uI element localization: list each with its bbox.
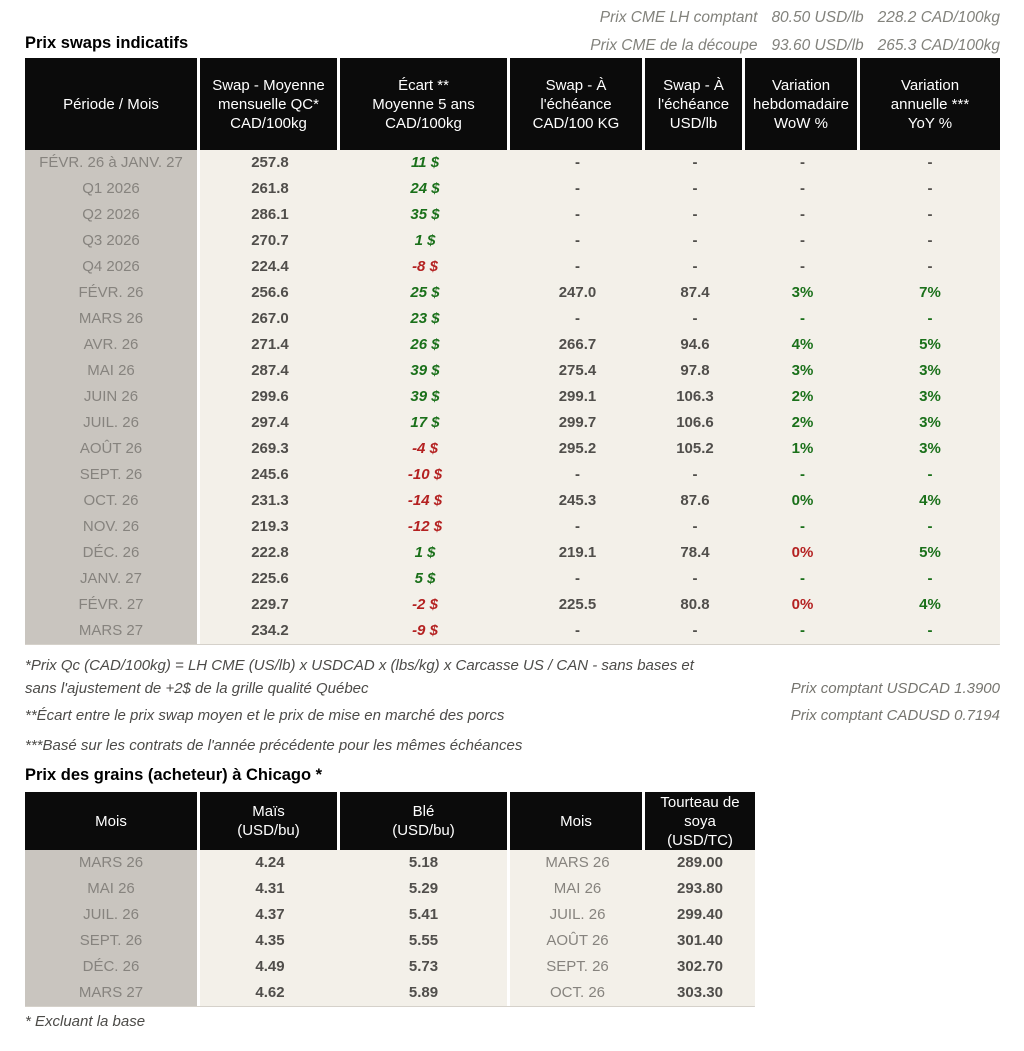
column-header-line: Variation — [771, 76, 831, 94]
swaps-table — [25, 58, 1000, 645]
grains-table-body — [25, 850, 755, 1007]
yoy-variation-cell: - — [860, 254, 1000, 280]
column-header-line: Swap - Moyenne — [212, 76, 325, 94]
wow-variation-cell: - — [745, 566, 860, 592]
swap-monthly-avg-cell: 269.3 — [200, 436, 340, 462]
swap-expiry-usd-cell: 80.8 — [645, 592, 745, 618]
grains-table-row — [25, 980, 754, 1006]
soymeal-price-cell: 289.00 — [645, 850, 755, 876]
swaps-table-row — [25, 592, 999, 618]
period-cell: FÉVR. 27 — [25, 592, 200, 618]
column-header-line: Swap - À — [663, 76, 724, 94]
swap-expiry-cad-cell: - — [510, 618, 645, 644]
column-header-line: Mois — [560, 812, 592, 830]
swap-expiry-cad-cell: 295.2 — [510, 436, 645, 462]
swap-monthly-avg-cell: 287.4 — [200, 358, 340, 384]
period-cell: FÉVR. 26 à JANV. 27 — [25, 150, 200, 176]
footnote-1-line-2-text: sans l'ajustement de +2$ de la grille qualité Québec — [25, 680, 369, 697]
swap-expiry-usd-cell: - — [645, 254, 745, 280]
cme-cutout-usd: 93.60 USD/lb — [771, 37, 864, 54]
swap-expiry-cad-cell: - — [510, 254, 645, 280]
swap-expiry-usd-cell: - — [645, 306, 745, 332]
ecart-cell: 1 $ — [340, 228, 510, 254]
ecart-cell: 26 $ — [340, 332, 510, 358]
swap-expiry-cad-cell: - — [510, 566, 645, 592]
yoy-variation-cell: - — [860, 228, 1000, 254]
column-header-cell — [645, 58, 745, 150]
grains-table-row — [25, 876, 754, 902]
spot-cadusd: Prix comptant CADUSD 0.7194 — [790, 707, 1000, 724]
wow-variation-cell: 3% — [745, 358, 860, 384]
swap-expiry-usd-cell: - — [645, 150, 745, 176]
swaps-table-row — [25, 462, 999, 488]
column-header-cell — [25, 58, 200, 150]
swaps-table-header — [25, 58, 1000, 150]
cme-cutout-label: Prix CME de la découpe — [590, 37, 758, 54]
wow-variation-cell: - — [745, 228, 860, 254]
swap-expiry-cad-cell: - — [510, 306, 645, 332]
soy-month-cell: MAI 26 — [510, 876, 645, 902]
column-header-line: mensuelle QC* — [218, 95, 319, 113]
yoy-variation-cell: 7% — [860, 280, 1000, 306]
swaps-table-row — [25, 436, 999, 462]
period-cell: Q2 2026 — [25, 202, 200, 228]
period-cell: FÉVR. 26 — [25, 280, 200, 306]
period-cell: AVR. 26 — [25, 332, 200, 358]
grains-table-row — [25, 954, 754, 980]
swap-expiry-usd-cell: - — [645, 462, 745, 488]
ecart-cell: 5 $ — [340, 566, 510, 592]
swap-monthly-avg-cell: 271.4 — [200, 332, 340, 358]
footnote-3-line — [25, 734, 1000, 757]
soy-month-cell: SEPT. 26 — [510, 954, 645, 980]
swaps-table-row — [25, 176, 999, 202]
wow-variation-cell: - — [745, 176, 860, 202]
grains-footnote: * Excluant la base — [25, 1013, 146, 1030]
column-header-line: WoW % — [774, 114, 828, 132]
wow-variation-cell: 0% — [745, 592, 860, 618]
ecart-cell: 24 $ — [340, 176, 510, 202]
ecart-cell: 39 $ — [340, 358, 510, 384]
month-cell: DÉC. 26 — [25, 954, 200, 980]
swap-expiry-cad-cell: 275.4 — [510, 358, 645, 384]
swap-monthly-avg-cell: 267.0 — [200, 306, 340, 332]
period-cell: MARS 26 — [25, 306, 200, 332]
period-cell: OCT. 26 — [25, 488, 200, 514]
cme-cutout-spot-line — [590, 37, 1000, 55]
column-header-line: CAD/100kg — [230, 114, 307, 132]
column-header-cell — [200, 792, 340, 850]
period-cell: Q3 2026 — [25, 228, 200, 254]
period-cell: AOÛT 26 — [25, 436, 200, 462]
period-cell: JANV. 27 — [25, 566, 200, 592]
footnote-1-line-1 — [25, 654, 1000, 677]
swap-monthly-avg-cell: 231.3 — [200, 488, 340, 514]
wow-variation-cell: 4% — [745, 332, 860, 358]
swaps-table-row — [25, 228, 999, 254]
ecart-cell: -2 $ — [340, 592, 510, 618]
swap-expiry-usd-cell: - — [645, 618, 745, 644]
period-cell: Q1 2026 — [25, 176, 200, 202]
month-cell: MARS 26 — [25, 850, 200, 876]
wow-variation-cell: - — [745, 150, 860, 176]
swap-expiry-usd-cell: - — [645, 566, 745, 592]
cme-lh-spot-line — [600, 9, 1000, 27]
column-header-line: hebdomadaire — [753, 95, 849, 113]
period-cell: MAI 26 — [25, 358, 200, 384]
swap-expiry-cad-cell: - — [510, 176, 645, 202]
swaps-table-row — [25, 332, 999, 358]
yoy-variation-cell: 5% — [860, 540, 1000, 566]
soy-month-cell: JUIL. 26 — [510, 902, 645, 928]
corn-price-cell: 4.35 — [200, 928, 340, 954]
yoy-variation-cell: - — [860, 514, 1000, 540]
grains-table-header — [25, 792, 755, 850]
soymeal-price-cell: 302.70 — [645, 954, 755, 980]
period-cell: NOV. 26 — [25, 514, 200, 540]
column-header-line: YoY % — [907, 114, 953, 132]
wow-variation-cell: - — [745, 462, 860, 488]
ecart-cell: -14 $ — [340, 488, 510, 514]
yoy-variation-cell: - — [860, 618, 1000, 644]
month-cell: MARS 27 — [25, 980, 200, 1006]
wheat-price-cell: 5.89 — [340, 980, 510, 1006]
swap-monthly-avg-cell: 245.6 — [200, 462, 340, 488]
column-header-line: (USD/bu) — [237, 822, 300, 839]
swaps-table-row — [25, 410, 999, 436]
swap-expiry-usd-cell: 105.2 — [645, 436, 745, 462]
wow-variation-cell: - — [745, 202, 860, 228]
ecart-cell: -10 $ — [340, 462, 510, 488]
column-header-cell — [200, 58, 340, 150]
swap-expiry-usd-cell: - — [645, 514, 745, 540]
column-header-line: Écart ** — [398, 76, 449, 94]
column-header-cell — [510, 792, 645, 850]
swap-expiry-usd-cell: 97.8 — [645, 358, 745, 384]
column-header-line: Blé — [412, 803, 435, 820]
wow-variation-cell: 2% — [745, 410, 860, 436]
soymeal-price-cell: 293.80 — [645, 876, 755, 902]
month-cell: SEPT. 26 — [25, 928, 200, 954]
ecart-cell: -12 $ — [340, 514, 510, 540]
swap-monthly-avg-cell: 270.7 — [200, 228, 340, 254]
swap-monthly-avg-cell: 229.7 — [200, 592, 340, 618]
column-header-line: l'échéance — [657, 95, 730, 113]
period-cell: DÉC. 26 — [25, 540, 200, 566]
swaps-table-row — [25, 488, 999, 514]
column-header-line: soya — [684, 812, 716, 830]
yoy-variation-cell: 5% — [860, 332, 1000, 358]
swaps-table-row — [25, 566, 999, 592]
yoy-variation-cell: - — [860, 202, 1000, 228]
corn-price-cell: 4.37 — [200, 902, 340, 928]
period-cell: SEPT. 26 — [25, 462, 200, 488]
wheat-price-cell: 5.29 — [340, 876, 510, 902]
yoy-variation-cell: 3% — [860, 358, 1000, 384]
ecart-cell: -8 $ — [340, 254, 510, 280]
wow-variation-cell: 3% — [745, 280, 860, 306]
ecart-cell: 39 $ — [340, 384, 510, 410]
column-header-line: CAD/100kg — [385, 114, 462, 132]
cme-lh-usd: 80.50 USD/lb — [771, 9, 864, 26]
swaps-table-row — [25, 254, 999, 280]
period-cell: JUIN 26 — [25, 384, 200, 410]
swaps-table-row — [25, 202, 999, 228]
swap-expiry-usd-cell: - — [645, 176, 745, 202]
column-header-line: Moyenne 5 ans — [372, 95, 475, 113]
swaps-section-title: Prix swaps indicatifs — [25, 34, 189, 52]
swaps-table-row — [25, 150, 999, 176]
swaps-footnotes — [25, 654, 1000, 757]
column-header-line: CAD/100 KG — [532, 114, 620, 132]
swap-expiry-cad-cell: 247.0 — [510, 280, 645, 306]
footnote-2-text: **Écart entre le prix swap moyen et le prix de mise en marché des porcs — [25, 707, 505, 724]
soymeal-price-cell: 299.40 — [645, 902, 755, 928]
swap-monthly-avg-cell: 286.1 — [200, 202, 340, 228]
period-cell: Q4 2026 — [25, 254, 200, 280]
footnote-3-text: ***Basé sur les contrats de l'année précédente pour les mêmes échéances — [25, 737, 523, 754]
swap-monthly-avg-cell: 261.8 — [200, 176, 340, 202]
swaps-table-body — [25, 150, 1000, 645]
swap-expiry-usd-cell: - — [645, 228, 745, 254]
column-header-line: Swap - À — [545, 76, 607, 94]
wheat-price-cell: 5.41 — [340, 902, 510, 928]
corn-price-cell: 4.31 — [200, 876, 340, 902]
column-header-cell — [745, 58, 860, 150]
grains-section-title: Prix des grains (acheteur) à Chicago * — [25, 766, 323, 784]
yoy-variation-cell: 4% — [860, 592, 1000, 618]
column-header-cell — [510, 58, 645, 150]
swap-expiry-cad-cell: 245.3 — [510, 488, 645, 514]
swap-expiry-cad-cell: 225.5 — [510, 592, 645, 618]
wow-variation-cell: - — [745, 618, 860, 644]
swap-expiry-cad-cell: - — [510, 462, 645, 488]
swap-expiry-usd-cell: 106.3 — [645, 384, 745, 410]
column-header-line: Variation — [900, 76, 960, 94]
yoy-variation-cell: - — [860, 566, 1000, 592]
grains-table-row — [25, 902, 754, 928]
ecart-cell: 23 $ — [340, 306, 510, 332]
swap-monthly-avg-cell: 256.6 — [200, 280, 340, 306]
swap-expiry-cad-cell: 266.7 — [510, 332, 645, 358]
soymeal-price-cell: 301.40 — [645, 928, 755, 954]
ecart-cell: 11 $ — [340, 150, 510, 176]
wow-variation-cell: 2% — [745, 384, 860, 410]
grains-table-row — [25, 928, 754, 954]
wow-variation-cell: 0% — [745, 488, 860, 514]
wheat-price-cell: 5.55 — [340, 928, 510, 954]
column-header-line: Maïs — [252, 803, 285, 820]
swap-monthly-avg-cell: 219.3 — [200, 514, 340, 540]
column-header-cell — [340, 792, 510, 850]
ecart-cell: 25 $ — [340, 280, 510, 306]
ecart-cell: -4 $ — [340, 436, 510, 462]
month-cell: MAI 26 — [25, 876, 200, 902]
wow-variation-cell: - — [745, 306, 860, 332]
corn-price-cell: 4.49 — [200, 954, 340, 980]
swap-monthly-avg-cell: 225.6 — [200, 566, 340, 592]
swap-expiry-cad-cell: 299.1 — [510, 384, 645, 410]
ecart-cell: 35 $ — [340, 202, 510, 228]
swap-expiry-cad-cell: - — [510, 228, 645, 254]
month-cell: JUIL. 26 — [25, 902, 200, 928]
yoy-variation-cell: 3% — [860, 410, 1000, 436]
wow-variation-cell: - — [745, 254, 860, 280]
column-header-line: USD/lb — [669, 114, 718, 132]
corn-price-cell: 4.24 — [200, 850, 340, 876]
yoy-variation-cell: - — [860, 176, 1000, 202]
column-header-line: Période / Mois — [63, 95, 159, 113]
cme-cutout-cad: 265.3 CAD/100kg — [877, 37, 1000, 54]
swap-expiry-cad-cell: 299.7 — [510, 410, 645, 436]
swap-monthly-avg-cell: 222.8 — [200, 540, 340, 566]
ecart-cell: -9 $ — [340, 618, 510, 644]
swap-monthly-avg-cell: 257.8 — [200, 150, 340, 176]
column-header-line: Mois — [95, 812, 127, 830]
period-cell: MARS 27 — [25, 618, 200, 644]
swap-expiry-cad-cell: - — [510, 514, 645, 540]
yoy-variation-cell: - — [860, 150, 1000, 176]
column-header-cell — [860, 58, 1000, 150]
swap-monthly-avg-cell: 234.2 — [200, 618, 340, 644]
swaps-table-row — [25, 280, 999, 306]
grains-table — [25, 792, 755, 1007]
wheat-price-cell: 5.73 — [340, 954, 510, 980]
swaps-table-row — [25, 618, 999, 644]
period-cell: JUIL. 26 — [25, 410, 200, 436]
swap-expiry-cad-cell: 219.1 — [510, 540, 645, 566]
column-header-line: (USD/TC) — [667, 831, 733, 849]
yoy-variation-cell: - — [860, 462, 1000, 488]
swaps-table-row — [25, 306, 999, 332]
yoy-variation-cell: 3% — [860, 436, 1000, 462]
column-header-line: l'échéance — [540, 95, 612, 113]
yoy-variation-cell: - — [860, 306, 1000, 332]
column-header-cell — [25, 792, 200, 850]
soy-month-cell: MARS 26 — [510, 850, 645, 876]
swaps-table-row — [25, 358, 999, 384]
swap-expiry-usd-cell: 87.4 — [645, 280, 745, 306]
wow-variation-cell: 1% — [745, 436, 860, 462]
footnote-1-line-2 — [25, 677, 1000, 700]
footnote-1-line-1-text: *Prix Qc (CAD/100kg) = LH CME (US/lb) x USDCAD x (lbs/kg) x Carcasse US / CAN - sans bases et — [25, 657, 694, 674]
swaps-table-row — [25, 514, 999, 540]
swaps-table-row — [25, 384, 999, 410]
column-header-line: annuelle *** — [890, 95, 970, 113]
swap-expiry-usd-cell: 106.6 — [645, 410, 745, 436]
swap-expiry-usd-cell: 87.6 — [645, 488, 745, 514]
column-header-line: (USD/bu) — [392, 822, 455, 839]
swap-monthly-avg-cell: 299.6 — [200, 384, 340, 410]
spot-usdcad: Prix comptant USDCAD 1.3900 — [790, 680, 1000, 697]
cme-lh-cad: 228.2 CAD/100kg — [877, 9, 1000, 26]
swap-monthly-avg-cell: 224.4 — [200, 254, 340, 280]
corn-price-cell: 4.62 — [200, 980, 340, 1006]
footnote-2-line — [25, 704, 1000, 727]
soy-month-cell: AOÛT 26 — [510, 928, 645, 954]
grains-table-row — [25, 850, 754, 876]
yoy-variation-cell: 4% — [860, 488, 1000, 514]
wow-variation-cell: - — [745, 514, 860, 540]
cme-lh-label: Prix CME LH comptant — [599, 9, 758, 26]
column-header-line: Tourteau de — [660, 793, 740, 811]
wow-variation-cell: 0% — [745, 540, 860, 566]
swap-monthly-avg-cell: 297.4 — [200, 410, 340, 436]
soy-month-cell: OCT. 26 — [510, 980, 645, 1006]
swap-expiry-cad-cell: - — [510, 150, 645, 176]
soymeal-price-cell: 303.30 — [645, 980, 755, 1006]
yoy-variation-cell: 3% — [860, 384, 1000, 410]
ecart-cell: 1 $ — [340, 540, 510, 566]
ecart-cell: 17 $ — [340, 410, 510, 436]
swaps-table-row — [25, 540, 999, 566]
swap-expiry-usd-cell: 78.4 — [645, 540, 745, 566]
column-header-cell — [340, 58, 510, 150]
swap-expiry-usd-cell: - — [645, 202, 745, 228]
column-header-cell — [645, 792, 755, 850]
swap-expiry-cad-cell: - — [510, 202, 645, 228]
swap-expiry-usd-cell: 94.6 — [645, 332, 745, 358]
wheat-price-cell: 5.18 — [340, 850, 510, 876]
